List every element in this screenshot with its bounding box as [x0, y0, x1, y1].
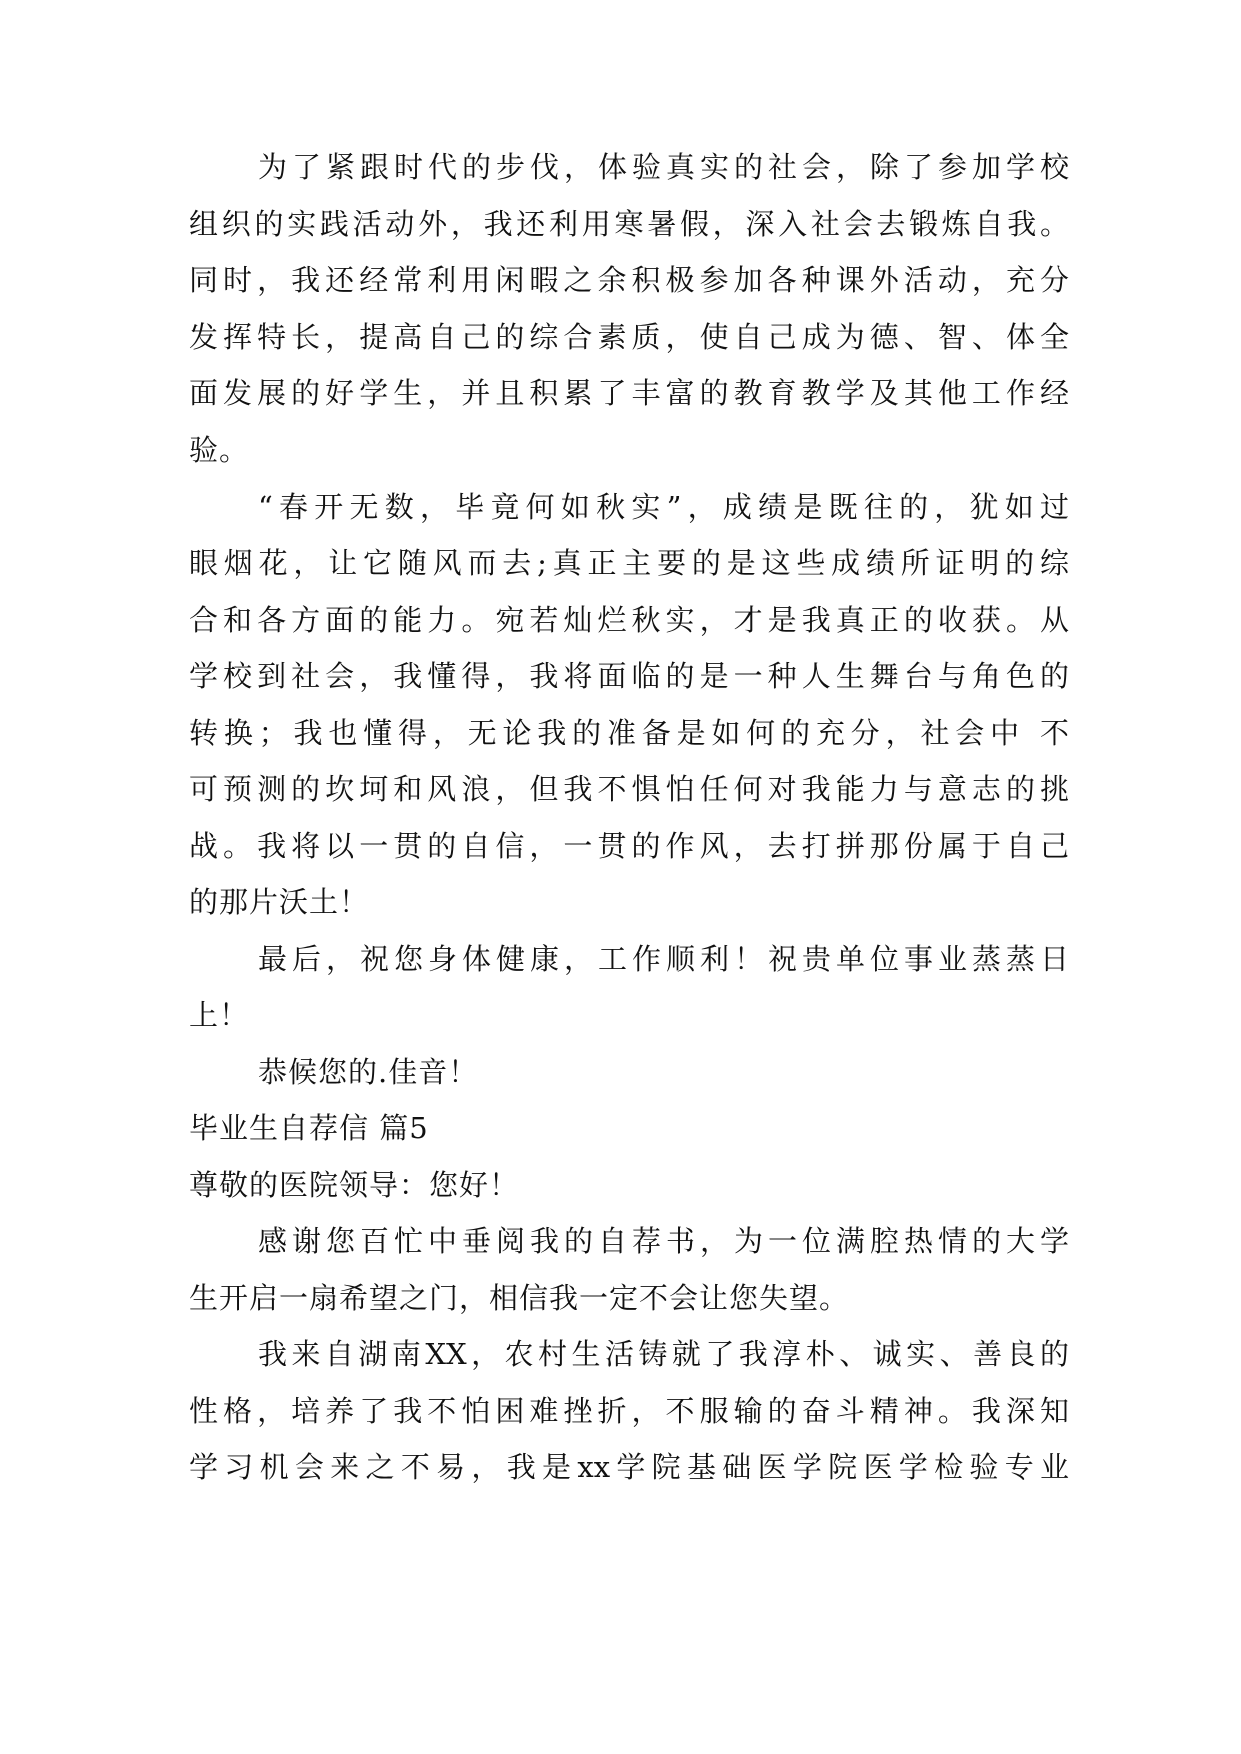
- text-line: 合和各方面的能力。宛若灿烂秋实，才是我真正的收获。从: [189, 603, 1069, 637]
- section-heading: 毕业生自荐信 篇5: [189, 1111, 429, 1145]
- text-line: 最后，祝您身体健康，工作顺利！祝贵单位事业蒸蒸日: [258, 942, 1069, 976]
- text-line: 发挥特长，提高自己的综合素质，使自己成为德、智、体全: [189, 320, 1069, 354]
- text-line: 上！: [189, 998, 250, 1032]
- text-line: 可预测的坎坷和风浪，但我不惧怕任何对我能力与意志的挑: [189, 772, 1069, 806]
- text-line: 为了紧跟时代的步伐，体验真实的社会，除了参加学校: [258, 150, 1069, 184]
- text-line: 组织的实践活动外，我还利用寒暑假，深入社会去锻炼自我。: [189, 207, 1069, 241]
- text-line: 生开启一扇希望之门，相信我一定不会让您失望。: [189, 1281, 850, 1315]
- text-line: 恭候您的.佳音！: [258, 1055, 479, 1089]
- text-line: 验。: [189, 433, 250, 467]
- text-line: 我来自湖南XX，农村生活铸就了我淳朴、诚实、善良的: [258, 1337, 1069, 1371]
- text-line: 性格，培养了我不怕困难挫折，不服输的奋斗精神。我深知: [189, 1394, 1069, 1428]
- text-line: 学校到社会，我懂得，我将面临的是一种人生舞台与角色的: [189, 659, 1069, 693]
- text-line: 面发展的好学生，并且积累了丰富的教育教学及其他工作经: [189, 376, 1069, 410]
- text-line: 转换；我也懂得，无论我的准备是如何的充分，社会中 不: [189, 716, 1069, 750]
- text-line: 眼烟花，让它随风而去;真正主要的是这些成绩所证明的综: [189, 546, 1069, 580]
- text-line: 学习机会来之不易，我是xx学院基础医学院医学检验专业: [189, 1450, 1069, 1484]
- salutation: 尊敬的医院领导：您好！: [189, 1168, 520, 1202]
- text-line: “春开无数，毕竟何如秋实”，成绩是既往的，犹如过: [258, 490, 1069, 524]
- text-line: 的那片沃土！: [189, 885, 370, 919]
- text-line: 战。我将以一贯的自信，一贯的作风，去打拼那份属于自己: [189, 829, 1069, 863]
- text-line: 感谢您百忙中垂阅我的自荐书，为一位满腔热情的大学: [258, 1224, 1069, 1258]
- text-line: 同时，我还经常利用闲暇之余积极参加各种课外活动，充分: [189, 263, 1069, 297]
